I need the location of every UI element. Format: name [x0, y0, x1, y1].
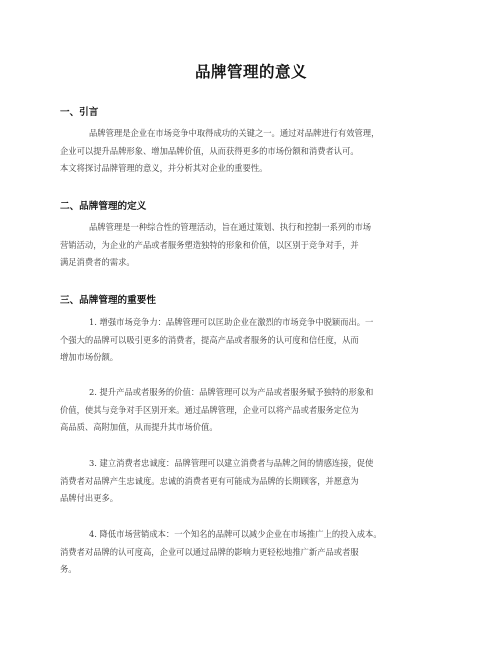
- paragraph-line: 务。: [60, 564, 77, 574]
- paragraph-line: 企业可以提升品牌形象、增加品牌价值，从而获得更多的市场份额和消费者认可。: [60, 145, 359, 156]
- paragraph-line: 营销活动，为企业的产品或者服务塑造独特的形象和价值，以区别于竞争对手，并: [60, 239, 359, 250]
- section-paragraph: [60, 219, 444, 272]
- section-paragraph: [60, 314, 444, 367]
- paragraph-line: 个强大的品牌可以吸引更多的消费者，提高产品或者服务的认可度和信任度，从而: [60, 334, 359, 345]
- paragraph-line: 增加市场份额。: [60, 352, 119, 362]
- paragraph-line: 2. 提升产品或者服务的价值：品牌管理可以为产品或者服务赋予独特的形象和: [89, 387, 374, 397]
- section-paragraph: [60, 384, 444, 437]
- paragraph-line: 消费者对品牌的认可度高，企业可以通过品牌的影响力更轻松地推广新产品或者服: [60, 546, 359, 557]
- paragraph-line: 价值，使其与竞争对手区别开来。通过品牌管理，企业可以将产品或者服务定位为: [60, 404, 359, 415]
- section-heading-introduction: 一、引言: [60, 107, 99, 118]
- paragraph-line: 3. 建立消费者忠诚度：品牌管理可以建立消费者与品牌之间的情感连接，促使: [89, 458, 374, 468]
- section-heading-definition: 二、品牌管理的定义: [60, 201, 147, 212]
- section-paragraph: [60, 125, 444, 178]
- paragraph-line: 高品质、高附加值，从而提升其市场价值。: [60, 422, 218, 432]
- paragraph-line: 品牌管理是企业在市场竞争中取得成功的关键之一。通过对品牌进行有效管理，: [89, 128, 380, 138]
- section-paragraph: [60, 455, 444, 508]
- paragraph-line: 满足消费者的需求。: [60, 257, 135, 267]
- paragraph-line: 本文将探讨品牌管理的意义，并分析其对企业的重要性。: [60, 163, 268, 173]
- paragraph-line: 品牌付出更多。: [60, 493, 119, 503]
- paragraph-line: 品牌管理是一种综合性的管理活动，旨在通过策划、执行和控制一系列的市场: [89, 222, 372, 232]
- paragraph-line: 1. 增强市场竞争力：品牌管理可以匡助企业在激烈的市场竞争中脱颖而出。一: [89, 317, 374, 327]
- section-heading-importance: 三、品牌管理的重要性: [60, 295, 156, 306]
- paragraph-line: 消费者对品牌产生忠诚度。忠诚的消费者更有可能成为品牌的长期顾客，并愿意为: [60, 475, 359, 486]
- document-title: 品牌管理的意义: [194, 63, 307, 81]
- paragraph-line: 4. 降低市场营销成本：一个知名的品牌可以减少企业在市场推广上的投入成本。: [89, 529, 382, 539]
- section-paragraph: [60, 526, 444, 579]
